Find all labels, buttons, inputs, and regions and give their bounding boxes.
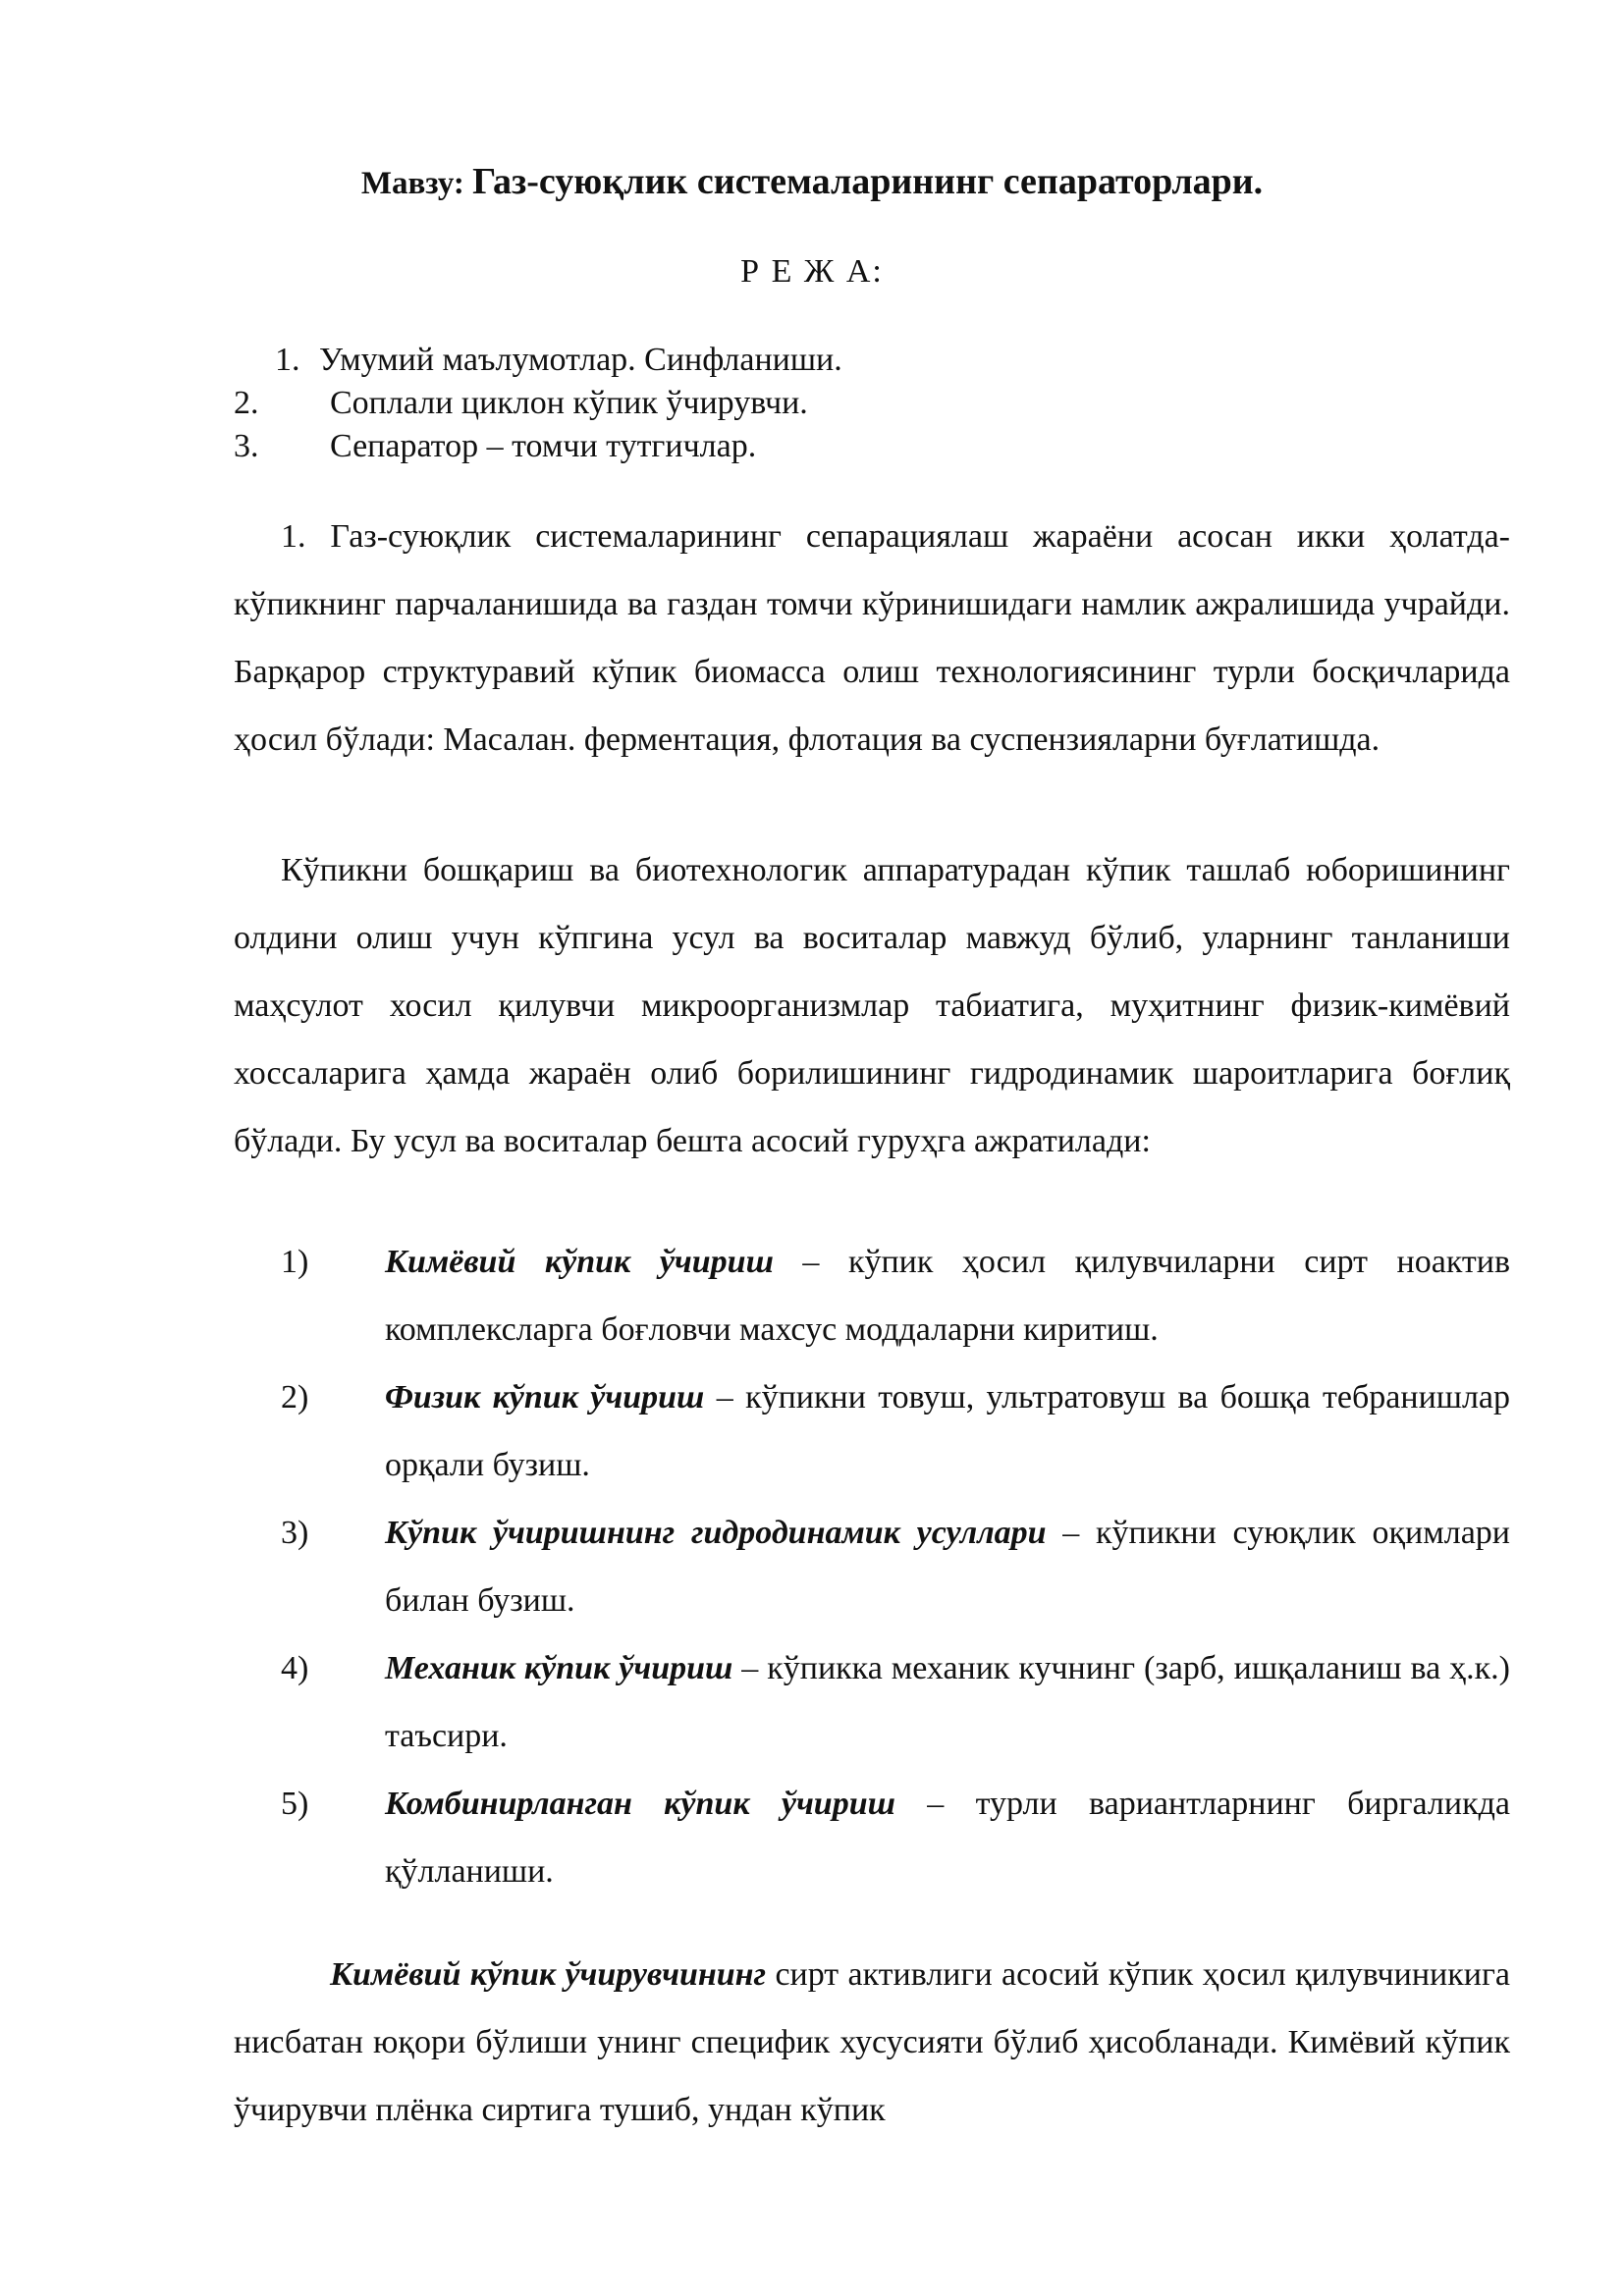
- plan-item-number: 1.: [275, 342, 300, 378]
- list-item-marker: 2): [281, 1379, 309, 1415]
- list-item-marker: 5): [281, 1786, 309, 1822]
- list-item: [234, 1499, 1510, 1634]
- plan-item-text: Умумий маълумотлар. Синфланиши.: [319, 342, 842, 378]
- title-prefix: Мавзу:: [360, 166, 473, 201]
- list-item-description: – турли вариантларнинг биргаликда қўлланиши.: [385, 1786, 1510, 1890]
- plan-item-number: 3.: [234, 428, 259, 464]
- list-item-description: – кўпикка механик кучнинг (зарб, ишқаланиш ва ҳ.к.) таъсири.: [385, 1650, 1510, 1754]
- paragraph-methods-intro: [234, 836, 1510, 1175]
- closing-term: Кимёвий кўпик ўчирувчининг: [330, 1956, 767, 1993]
- list-item-marker: 1): [281, 1244, 309, 1280]
- list-item: [234, 1770, 1510, 1905]
- list-item-description: – кўпикни товуш, ультратовуш ва бошқа тебранишлар орқали бузиш.: [385, 1379, 1510, 1483]
- plan-item-text: Сепаратор – томчи тутгичлар.: [330, 428, 757, 464]
- list-item: [234, 1634, 1510, 1770]
- list-item-marker: 3): [281, 1515, 309, 1551]
- title-main: Газ-суюқлик системаларининг сепараторлари.: [472, 161, 1264, 202]
- plan-item-text: Соплали циклон кўпик ўчирувчи.: [330, 385, 808, 421]
- list-item-term: Кўпик ўчиришнинг гидродинамик усуллари: [385, 1515, 1047, 1551]
- list-item-term: Кимёвий кўпик ўчириш: [385, 1244, 774, 1280]
- list-item-marker: 4): [281, 1650, 309, 1686]
- paragraph-text: Кўпикни бошқариш ва биотехнологик аппаратурадан кўпик ташлаб юборишининг олдини олиш учун кўпгина усул ва воситалар мавжуд бўлиб, уларнинг танланиши маҳсулот хосил қилувчи микроорганизмлар табиатига, муҳитнинг физик-кимёвий хоссаларига ҳамда жараён олиб борилишининг гидродинамик шароитларига боғлиқ бўлади. Бу усул ва воситалар бешта асосий гуруҳга ажратилади:: [234, 852, 1510, 1159]
- list-item: [234, 1228, 1510, 1363]
- paragraph-text: [234, 1941, 1510, 2144]
- plan-item-number: 2.: [234, 385, 259, 421]
- paragraph-text: 1. Газ-суюқлик системаларининг сепарациялаш жараёни асосан икки ҳолатда- кўпикнинг парчаланишида ва газдан томчи кўринишидаги намлик ажралишида учрайди. Барқарор структуравий кўпик биомасса олиш технологиясининг турли босқичларида ҳосил бўлади: Масалан. ферментация, флотация ва суспензияларни буғлатишда.: [234, 518, 1510, 758]
- list-item-description: – кўпик ҳосил қилувчиларни сирт ноактив комплексларга боғловчи махсус моддаларни киритиш.: [385, 1244, 1510, 1348]
- paragraph-intro: [234, 503, 1510, 774]
- list-item-term: Комбинирланган кўпик ўчириш: [385, 1786, 895, 1822]
- list-item-term: Механик кўпик ўчириш: [385, 1650, 733, 1686]
- list-item-term: Физик кўпик ўчириш: [385, 1379, 705, 1415]
- paragraph-closing: [234, 1941, 1510, 2144]
- plan-heading: Р Е Ж А:: [740, 253, 884, 290]
- methods-list: [234, 1228, 1510, 1905]
- list-item: [234, 1363, 1510, 1499]
- list-item-description: – кўпикни суюқлик оқимлари билан бузиш.: [385, 1515, 1510, 1619]
- page-title: [0, 157, 1624, 208]
- closing-text: сирт активлиги асосий кўпик ҳосил қилувчиникига нисбатан юқори бўлиши унинг специфик хусусияти бўлиб ҳисобланади. Кимёвий кўпик ўчирувчи плёнка сиртига тушиб, ундан кўпик: [234, 1956, 1510, 2128]
